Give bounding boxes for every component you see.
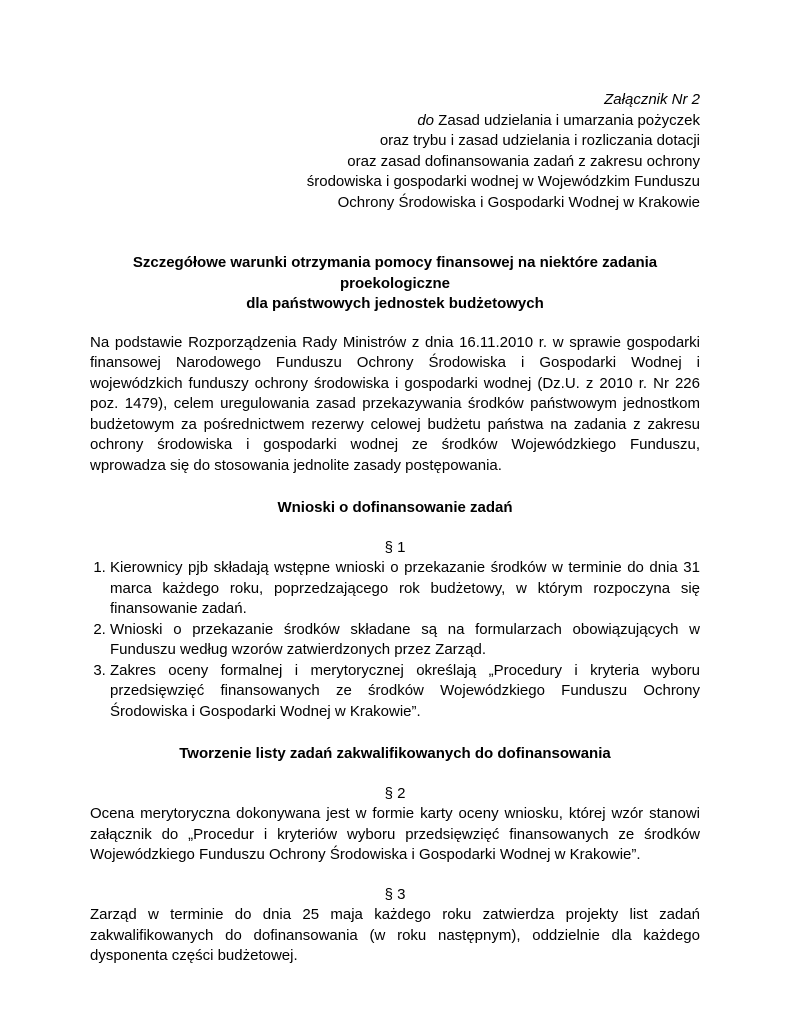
annex-line-2: oraz trybu i zasad udzielania i rozliczania dotacji: [379, 132, 700, 149]
intro-paragraph: Na podstawie Rozporządzenia Rady Ministrów z dnia 16.11.2010 r. w sprawie gospodarki finansowej Narodowego Funduszu Ochrony Środowiska i Gospodarki Wodnej i wojewódzkich funduszy ochrony środowiska i gospodarki wodnej (Dz.U. z 2010 r. Nr 226 poz. 1479), celem uregulowania zasad przekazywania środków państwowym jednostkom budżetowym za pośrednictwem rezerwy celowej budżetu państwa na zadania z zakresu ochrony środowiska i gospodarki wodnej ze środków Wojewódzkiego Funduszu, wprowadza się do stosowania jednolite zasady postępowania.: [90, 333, 700, 474]
section-heading-applications: Wnioski o dofinansowanie zadań: [277, 499, 513, 516]
paragraph-mark-1: § 1: [384, 538, 406, 556]
paragraph-3-text: Zarząd w terminie do dnia 25 maja każdego roku zatwierdza projekty list zadań zakwalifikowanych do dofinansowania (w roku następnym), oddzielnie dla każdego dysponenta części budżetowej.: [90, 906, 700, 964]
annex-line-3: oraz zasad dofinansowania zadań z zakresu ochrony: [347, 152, 700, 170]
document-title-line-1: Szczegółowe warunki otrzymania pomocy finansowej na niektóre zadania proekologiczne: [132, 254, 658, 292]
paragraph-2-text: Ocena merytoryczna dokonywana jest w formie karty oceny wniosku, której wzór stanowi załącznik do „Procedur i kryteriów wyboru przedsięwzięć finansowanych ze środków Wojewódzkiego Funduszu Ochrony Środowiska i Gospodarki Wodnej w Krakowie”.: [90, 805, 700, 863]
paragraph-mark-2: § 2: [384, 784, 406, 802]
section-heading-qualified-list: Tworzenie listy zadań zakwalifikowanych do dofinansowania: [179, 745, 611, 762]
document-page: [90, 90, 700, 967]
list-item: 1. Kierownicy pjb składają wstępne wnioski o przekazanie środków w terminie do dnia 31 marca każdego roku, poprzedzającego rok budżetowy, w którym rozpoczyna się finansowanie zadań.: [110, 558, 700, 620]
annex-line-1: [90, 111, 700, 132]
list-item: 2. Wnioski o przekazanie środków składane są na formularzach obowiązujących w Funduszu według wzorów zatwierdzonych przez Zarząd.: [110, 620, 700, 661]
document-title-line-2: dla państwowych jednostek budżetowych: [246, 295, 544, 312]
annex-line-4: środowiska i gospodarki wodnej w Wojewódzkim Funduszu: [306, 173, 700, 190]
section1-list: [90, 558, 700, 722]
annex-header: [90, 90, 700, 213]
annex-line-5: Ochrony Środowiska i Gospodarki Wodnej w Krakowie: [337, 193, 700, 211]
annex-line-1-prefix: do: [417, 111, 435, 129]
annex-title: Załącznik Nr 2: [604, 91, 700, 108]
document-title: [90, 253, 700, 315]
list-item: 3. Zakres oceny formalnej i merytorycznej określają „Procedury i kryteria wyboru przedsięwzięć finansowanych ze środków Wojewódzkiego Funduszu Ochrony Środowiska i Gospodarki Wodnej w Krakowie”.: [110, 661, 700, 723]
annex-line-1-rest: Zasad udzielania i umarzania pożyczek: [434, 111, 700, 129]
paragraph-mark-3: § 3: [384, 885, 406, 903]
